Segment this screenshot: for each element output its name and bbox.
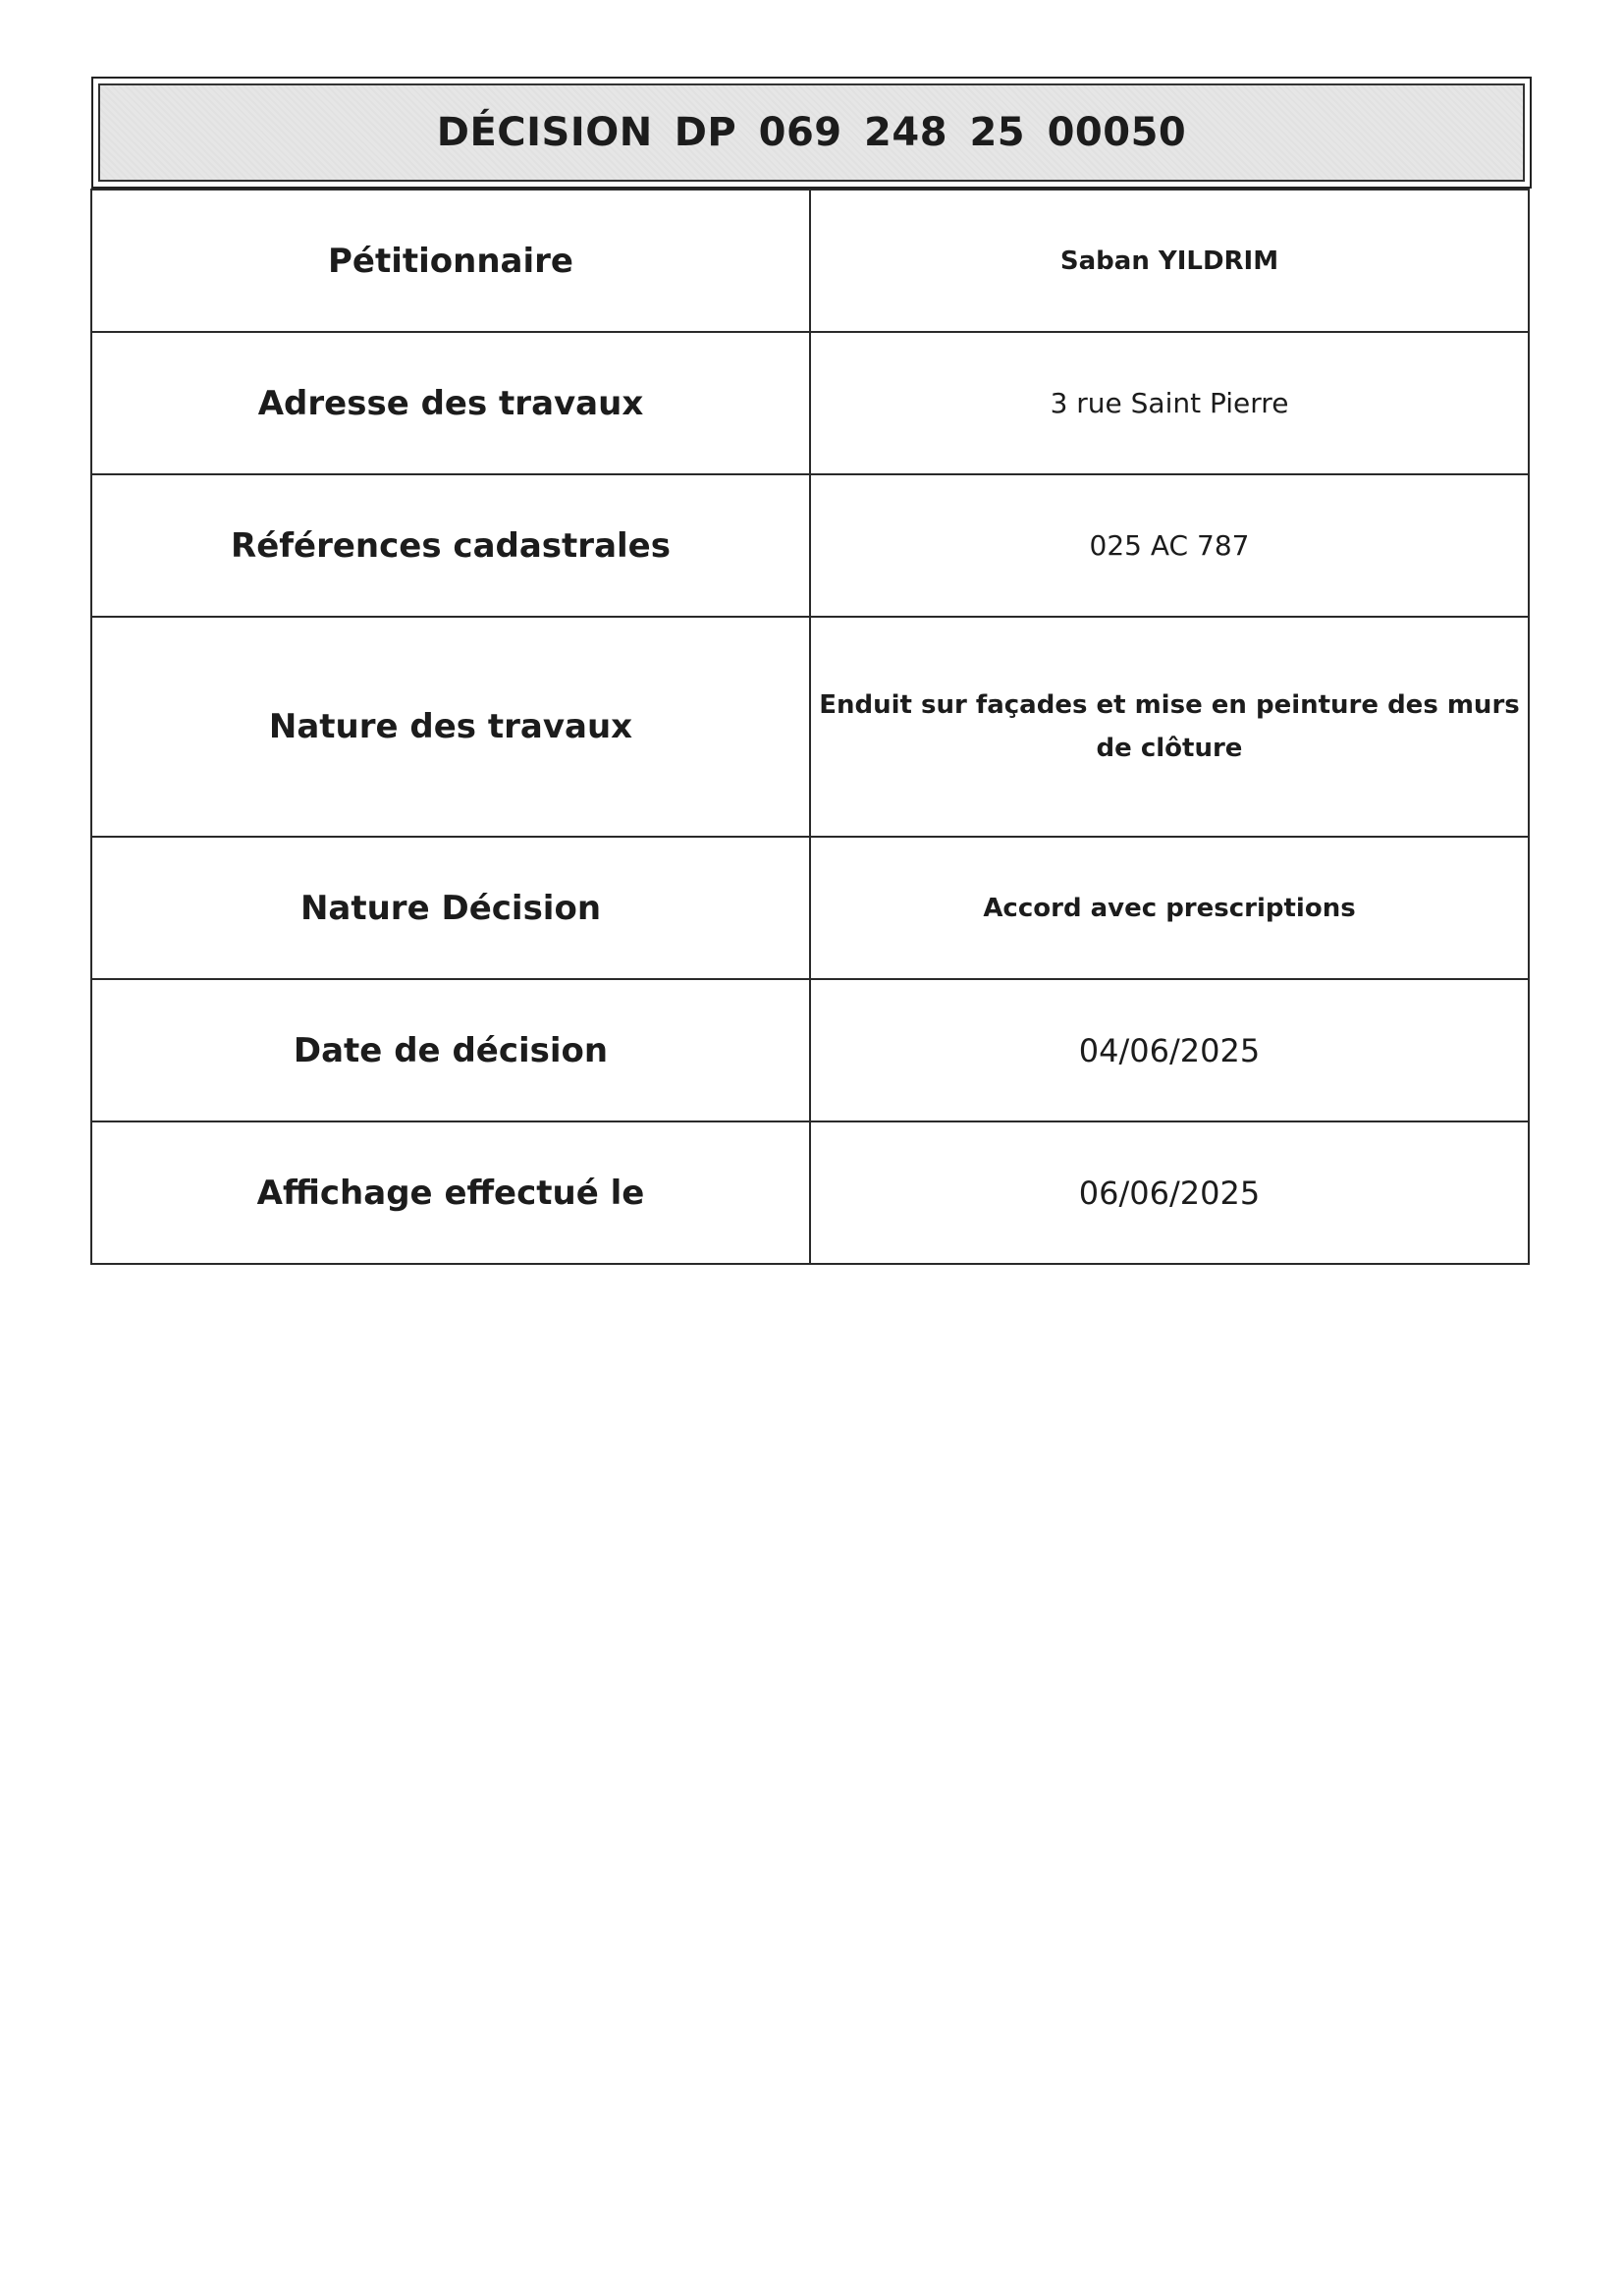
row-label: Nature des travaux <box>91 617 810 837</box>
table-row-nature-decision <box>91 837 1529 979</box>
row-value: 3 rue Saint Pierre <box>810 332 1529 474</box>
title-reference: DP 069 248 25 00050 <box>674 110 1187 155</box>
row-label: Pétitionnaire <box>91 190 810 332</box>
table-row-petitionnaire <box>91 190 1529 332</box>
title-prefix: DÉCISION <box>436 110 653 155</box>
decision-info-table <box>90 189 1530 1265</box>
table-row-affichage <box>91 1121 1529 1264</box>
row-label: Date de décision <box>91 979 810 1121</box>
row-label: Références cadastrales <box>91 474 810 617</box>
row-value: 025 AC 787 <box>810 474 1529 617</box>
row-label: Adresse des travaux <box>91 332 810 474</box>
title-banner-inner <box>98 83 1525 182</box>
table-row-references <box>91 474 1529 617</box>
table-row-nature-travaux <box>91 617 1529 837</box>
table-row-adresse <box>91 332 1529 474</box>
row-value: 04/06/2025 <box>810 979 1529 1121</box>
row-label: Affichage effectué le <box>91 1121 810 1264</box>
title-banner <box>91 77 1532 189</box>
row-value: Accord avec prescriptions <box>810 837 1529 979</box>
row-value: 06/06/2025 <box>810 1121 1529 1264</box>
document-title <box>437 110 1186 155</box>
row-value: Saban YILDRIM <box>810 190 1529 332</box>
row-label: Nature Décision <box>91 837 810 979</box>
row-value: Enduit sur façades et mise en peinture des murs de clôture <box>810 617 1529 837</box>
table-row-date-decision <box>91 979 1529 1121</box>
